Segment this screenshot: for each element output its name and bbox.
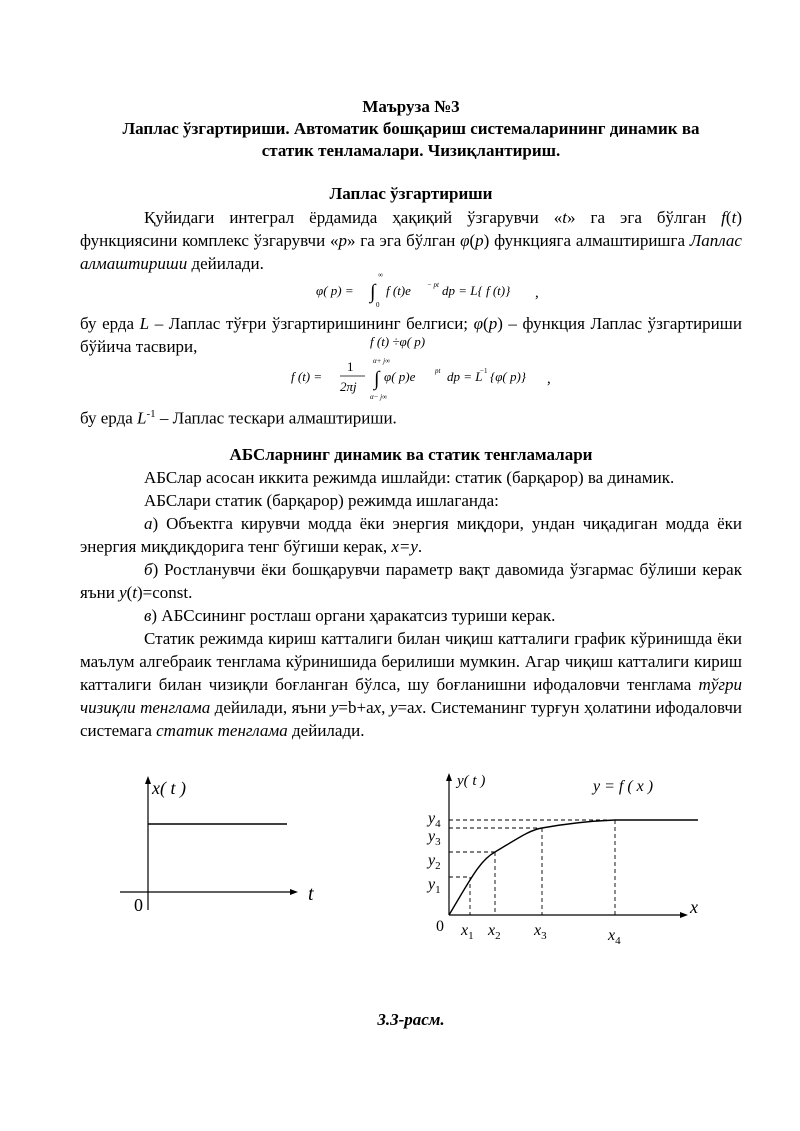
formula2-rest2: {φ( p)}: [490, 369, 526, 384]
formula2-numerator: 1: [347, 359, 354, 374]
y-tick-y2: $y_2$: [428, 852, 441, 872]
formula2-upper: α+ j∞: [373, 357, 391, 365]
right-x-label: x: [690, 897, 698, 917]
x-tick-x1: $x_1$: [461, 922, 474, 942]
formula1-rest: dp = L{ f (t)}: [442, 283, 511, 298]
laplace-inverse-formula: [285, 355, 565, 405]
formula2-denominator: 2πj: [340, 379, 357, 394]
step-function-diagram: [120, 770, 340, 920]
formula1-upper: ∞: [378, 271, 383, 279]
characteristic-curve: [449, 820, 698, 915]
formula2-rest: dp = L: [447, 369, 483, 384]
section-title-abs: АБСларнинг динамик ва статик тенгламалари: [229, 445, 593, 464]
right-y-arrow: [446, 773, 452, 781]
left-y-label: x( t ): [152, 778, 186, 798]
laplace-paragraph-3: бу ерда $L^{-1}$ – Лаплас тескари алмаштириши.: [80, 408, 397, 428]
x-tick-x3: $x_3$: [534, 922, 547, 942]
abs-paragraph-1: АБСлар асосан иккита режимда ишлайди: статик (барқарор) ва динамик.: [144, 468, 675, 487]
formula2-lower: α− j∞: [370, 393, 388, 401]
abs-item-v: в) АБСсининг ростлаш органи ҳаракатсиз туриши керак.: [144, 606, 556, 625]
y-tick-y1: $y_1$: [428, 876, 441, 896]
right-x-arrow: [680, 912, 688, 918]
x-tick-x4: $x_4$: [608, 927, 621, 945]
y-tick-labels: [426, 810, 441, 896]
formula2-integral: ∫: [374, 368, 380, 390]
x-tick-x2: $x_2$: [488, 922, 501, 942]
abs-section-text: [80, 466, 742, 742]
left-x-label: t: [308, 883, 314, 905]
abs-paragraph-3: Статик режимда кириш катталиги билан чиқиш катталиги график кўринишда ёки маълум алгебраик тенглама кўринишида берилиши мумкин. Агар чиқиш катталиги кириш катталиги билан чизиқли боғланган бўлса, шу боғланишни ифодаловчи тенглама тўгри чизиқли тенглама дейилади, яъни y=b+ax, y=ax. Системанинг турғун ҳолатини ифодаловчи системага статик тенглама дейилади.: [80, 629, 742, 740]
left-x-arrow: [290, 889, 298, 895]
formula1-exponent: − pt: [427, 281, 439, 289]
lecture-title-line2: статик тенламалари. Чизиқлантириш.: [261, 141, 561, 160]
abs-item-a: а) Объектга кирувчи модда ёки энергия миқдори, ундан чиқадиган модда ёки энергия миқдиқдорига тенг бўгиши керак, x=y.: [80, 514, 742, 556]
formula1-integrand: f (t)e: [386, 283, 411, 298]
lecture-title-line1: Лаплас ўзгартириши. Автоматик бошқариш системаларининг динамик ва: [122, 119, 700, 138]
right-y-label: y( t ): [457, 773, 486, 789]
lecture-number: Маъруза №3: [362, 97, 460, 116]
left-origin: 0: [134, 895, 143, 915]
section-title-laplace: Лаплас ўзгартириши: [329, 184, 493, 203]
static-characteristic-diagram: [420, 765, 720, 945]
laplace-forward-formula: [310, 270, 550, 310]
figure-caption: 3.3-расм.: [377, 1010, 445, 1029]
laplace-paragraph-2: бу ерда L – Лаплас тўғри ўзгартиришининг белгиси; φ(p) – функция Лаплас ўзгартириши бўйича тасвири,: [80, 314, 742, 356]
abs-item-b: б) Ростланувчи ёки бошқарувчи параметр вақт давомида ўзгармас бўлиши керак яъни y(t)=const.: [80, 560, 742, 602]
formula2-comma: ,: [547, 371, 551, 387]
formula2-inverse-sup: −1: [480, 367, 488, 375]
formula2-lhs: f (t) =: [291, 369, 323, 384]
right-origin: 0: [436, 918, 444, 935]
guide-lines: [449, 820, 615, 915]
left-y-arrow: [145, 776, 151, 784]
formula2-exponent: pt: [435, 367, 441, 375]
abs-paragraph-2: АБСлари статик (барқарор) режимда ишлаганда:: [144, 491, 499, 510]
formula1-comma: ,: [535, 285, 539, 301]
formula1-lhs: φ( p) =: [316, 283, 354, 298]
y-tick-y4: $y_4$: [428, 810, 441, 830]
laplace-paragraph-1: Қуйидаги интеграл ёрдамида ҳақиқий ўзгарувчи «t» га эга бўлган f(t) функциясини комплекс ўзгарувчи «p» га эга бўлган φ(p) функцияга алмаштиришга Лаплас алмаштириши дейилади.: [80, 208, 742, 273]
x-tick-labels: [460, 922, 621, 945]
formula2-integrand: φ( p)e: [384, 369, 416, 384]
formula1-integral: ∫: [370, 281, 376, 303]
y-tick-y3: $y_3$: [428, 828, 441, 848]
laplace-correspondence: f (t) ÷φ( p): [370, 334, 426, 349]
function-label: y = f ( x ): [593, 778, 654, 795]
lecture-header: [80, 96, 742, 162]
formula1-lower: 0: [376, 301, 380, 309]
